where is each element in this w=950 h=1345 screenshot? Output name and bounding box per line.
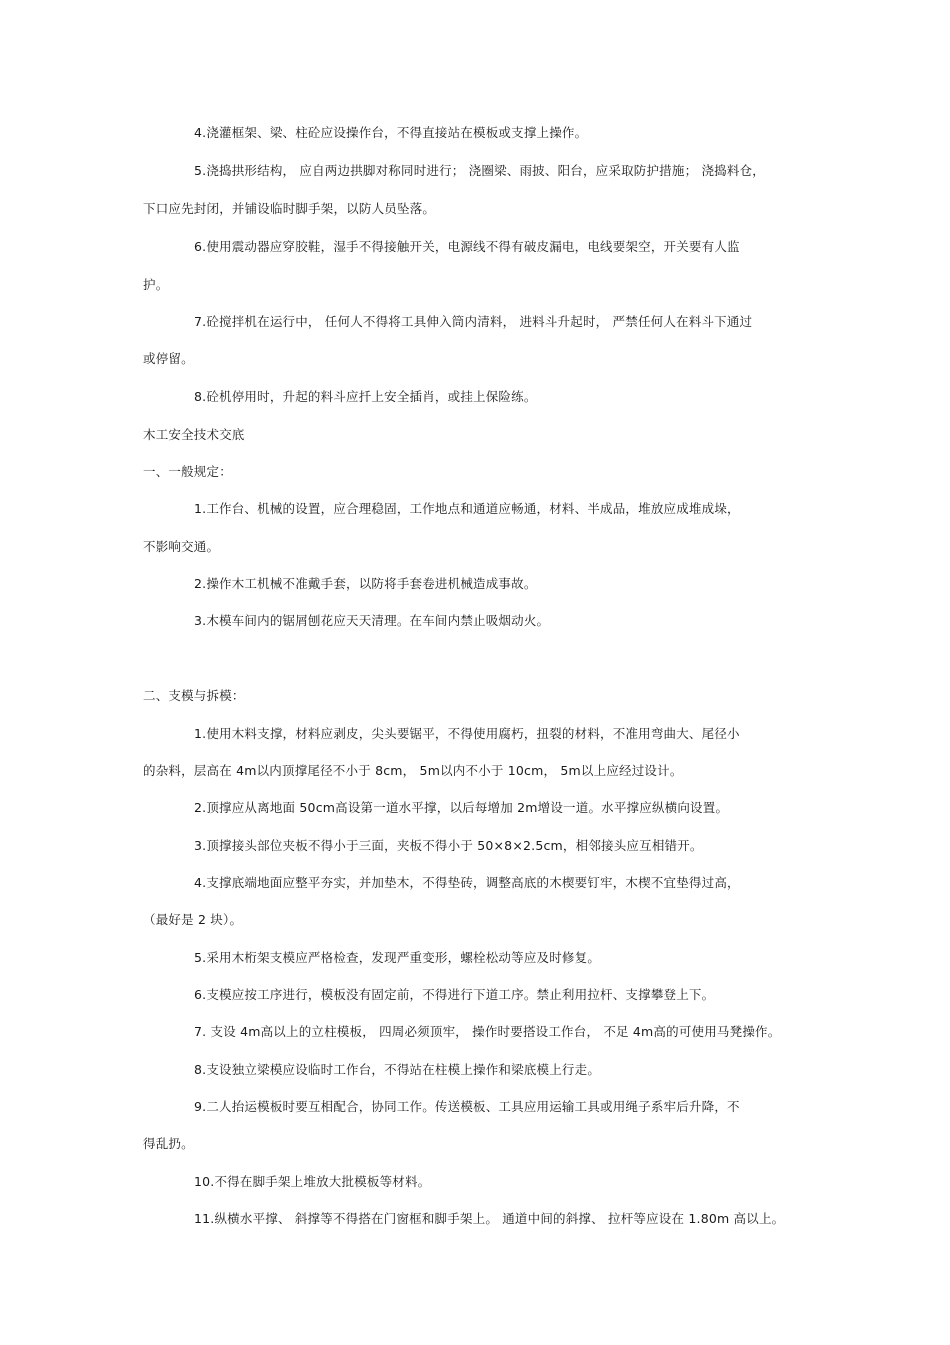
text-line: 护。: [143, 277, 169, 292]
text-line: 得乱扔。: [143, 1136, 194, 1151]
text-line: 5.采用木桁架支模应严格检查，发现严重变形，螺栓松动等应及时修复。: [194, 950, 601, 965]
text-line: 6.使用震动器应穿胶鞋，湿手不得接触开关，电源线不得有破皮漏电，电线要架空，开关要有人监: [194, 239, 740, 254]
text-line: （最好是 2 块）。: [143, 912, 243, 927]
section-heading: 一、一般规定：: [143, 464, 232, 479]
text-line: 下口应先封闭，并铺设临时脚手架，以防人员坠落。: [143, 201, 436, 216]
text-line: 6.支模应按工序进行，模板没有固定前，不得进行下道工序。禁止利用拉杆、支撑攀登上下。: [194, 987, 715, 1002]
text-line: 1.使用木料支撑，材料应剥皮，尖头要锯平，不得使用腐朽，扭裂的材料，不准用弯曲大、尾径小: [194, 726, 740, 741]
text-line: 或停留。: [143, 351, 194, 366]
text-line: 7.砼搅拌机在运行中， 任何人不得将工具伸入筒内清料， 进料斗升起时， 严禁任何人在料斗下通过: [194, 314, 753, 329]
text-line: 不影响交通。: [143, 539, 220, 554]
text-line: 的杂料，层高在 4m以内顶撑尾径不小于 8cm， 5m以内不小于 10cm， 5m以上应经过设计。: [143, 763, 683, 778]
text-line: 8.支设独立梁模应设临时工作台，不得站在柱模上操作和梁底模上行走。: [194, 1062, 601, 1077]
text-line: 1.工作台、机械的设置，应合理稳固，工作地点和通道应畅通，材料、半成品，堆放应成堆成垛，: [194, 501, 740, 516]
text-line: 2.顶撑应从离地面 50cm高设第一道水平撑，以后每增加 2m增设一道。水平撑应纵横向设置。: [194, 800, 729, 815]
text-line: 3.木模车间内的锯屑刨花应天天清理。在车间内禁止吸烟动火。: [194, 613, 550, 628]
text-line: 2.操作木工机械不准戴手套，以防将手套卷进机械造成事故。: [194, 576, 537, 591]
text-line: 7. 支设 4m高以上的立柱模板， 四周必须顶牢， 操作时要搭设工作台， 不足 4m高的可使用马凳操作。: [194, 1024, 781, 1039]
text-line: 8.砼机停用时，升起的料斗应扦上安全插肖，或挂上保险练。: [194, 389, 537, 404]
text-line: 9.二人抬运模板时要互相配合，协同工作。传送模板、工具应用运输工具或用绳子系牢后升降，不: [194, 1099, 740, 1114]
section-title: 木工安全技术交底: [143, 427, 245, 442]
text-line: 4.浇灌框架、梁、柱砼应设操作台，不得直接站在模板或支撑上操作。: [194, 125, 588, 140]
text-line: 3.顶撑接头部位夹板不得小于三面，夹板不得小于 50×8×2.5cm，相邻接头应互相错开。: [194, 838, 703, 853]
text-line: 4.支撑底端地面应整平夯实，并加垫木，不得垫砖，调整高底的木楔要钉牢，木楔不宜垫得过高，: [194, 875, 740, 890]
text-line: 10.不得在脚手架上堆放大批模板等材料。: [194, 1174, 431, 1189]
text-line: 5.浇捣拱形结构， 应自两边拱脚对称同时进行； 浇圈梁、雨披、阳台，应采取防护措施； 浇捣料仓，: [194, 163, 765, 178]
text-line: 11.纵横水平撑、 斜撑等不得搭在门窗框和脚手架上。 通道中间的斜撑、 拉杆等应设在 1.80m 高以上。: [194, 1211, 785, 1226]
section-heading: 二、支模与拆模：: [143, 688, 245, 703]
